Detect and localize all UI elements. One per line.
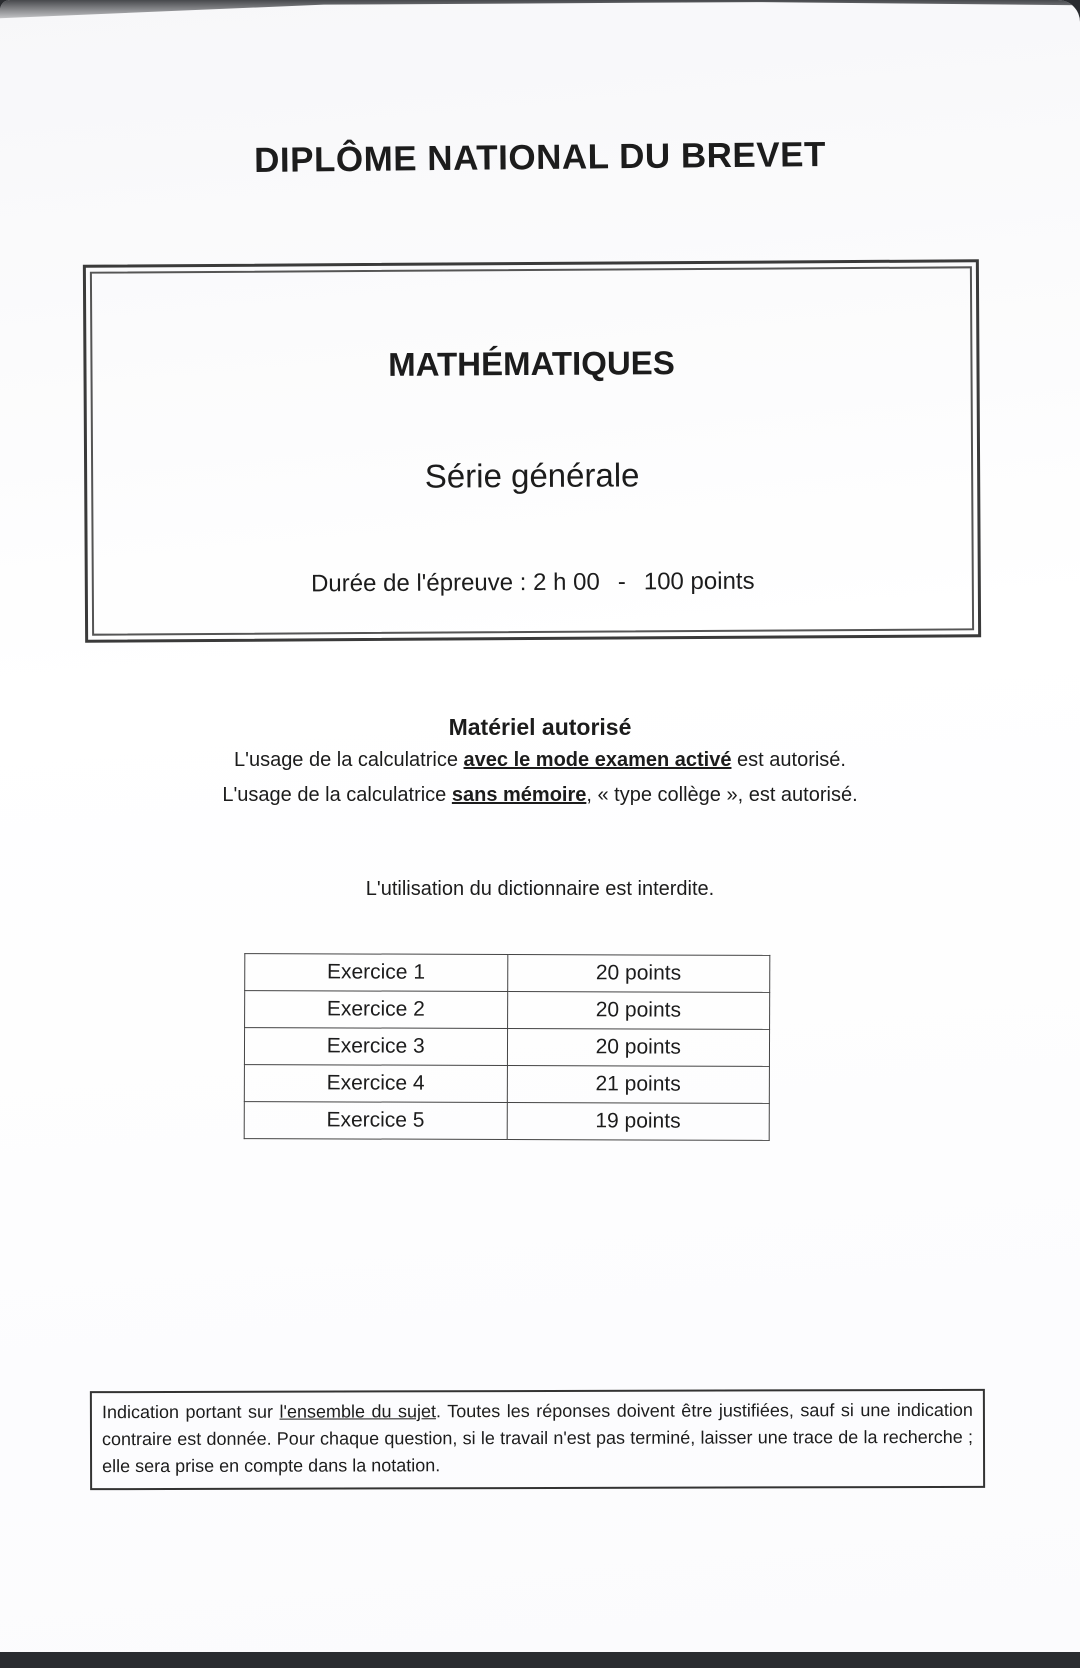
materiel-section: [0, 714, 1080, 819]
exercise-name: Exercice 3: [244, 1028, 507, 1066]
table-row: [244, 1102, 769, 1141]
materiel-line-1-emphasis: avec le mode examen activé: [463, 749, 732, 771]
subject-box: [83, 259, 981, 642]
indication-box: [90, 1389, 985, 1490]
exercise-name: Exercice 5: [244, 1102, 507, 1140]
table-row: [245, 991, 770, 1030]
table-row: [244, 1065, 769, 1104]
points-table: [244, 953, 771, 1141]
duration-text: Durée de l'épreuve : 2 h 00: [310, 568, 600, 598]
page-title: DIPLÔME NATIONAL DU BREVET: [253, 135, 827, 180]
subject-serie: Série générale: [424, 456, 640, 495]
indication-after: . Toutes les réponses doivent être justifiées, sauf si une indication contraire est donnée. Pour chaque question, si le travail n'est pas terminé, laisser une trace de la recherche ; elle sera prise en compte dans la notation.: [101, 1399, 974, 1477]
materiel-line-2: [0, 784, 1080, 807]
total-points: 100 points: [643, 567, 755, 596]
table-row: [244, 1028, 769, 1067]
materiel-line-1-after: est autorisé.: [731, 749, 846, 771]
exercise-points: 19 points: [507, 1102, 770, 1140]
materiel-line-2-after: , « type collège », est autorisé.: [586, 784, 858, 806]
page-shadow: [0, 0, 1080, 26]
subject-duration-line: [88, 566, 978, 599]
subject-title: MATHÉMATIQUES: [388, 344, 675, 383]
materiel-title: Matériel autorisé: [448, 714, 632, 740]
exercise-name: Exercice 1: [245, 954, 508, 992]
materiel-line-1: [0, 749, 1080, 772]
exercise-points: 20 points: [507, 992, 770, 1030]
dictionnaire-notice: L'utilisation du dictionnaire est interdite.: [365, 878, 715, 900]
materiel-line-1-before: L'usage de la calculatrice: [234, 749, 464, 771]
exercise-points: 20 points: [507, 1029, 770, 1067]
exercise-points: 21 points: [507, 1065, 770, 1103]
materiel-line-2-emphasis: sans mémoire: [451, 784, 587, 806]
exercise-points: 20 points: [507, 955, 770, 993]
separator: -: [617, 568, 626, 596]
indication-before: Indication portant sur: [101, 1401, 280, 1423]
materiel-line-2-before: L'usage de la calculatrice: [222, 784, 452, 806]
exercise-name: Exercice 2: [245, 991, 508, 1029]
table-row: [245, 954, 770, 993]
exercise-name: Exercice 4: [244, 1065, 507, 1103]
indication-emphasis: l'ensemble du sujet: [279, 1401, 437, 1422]
